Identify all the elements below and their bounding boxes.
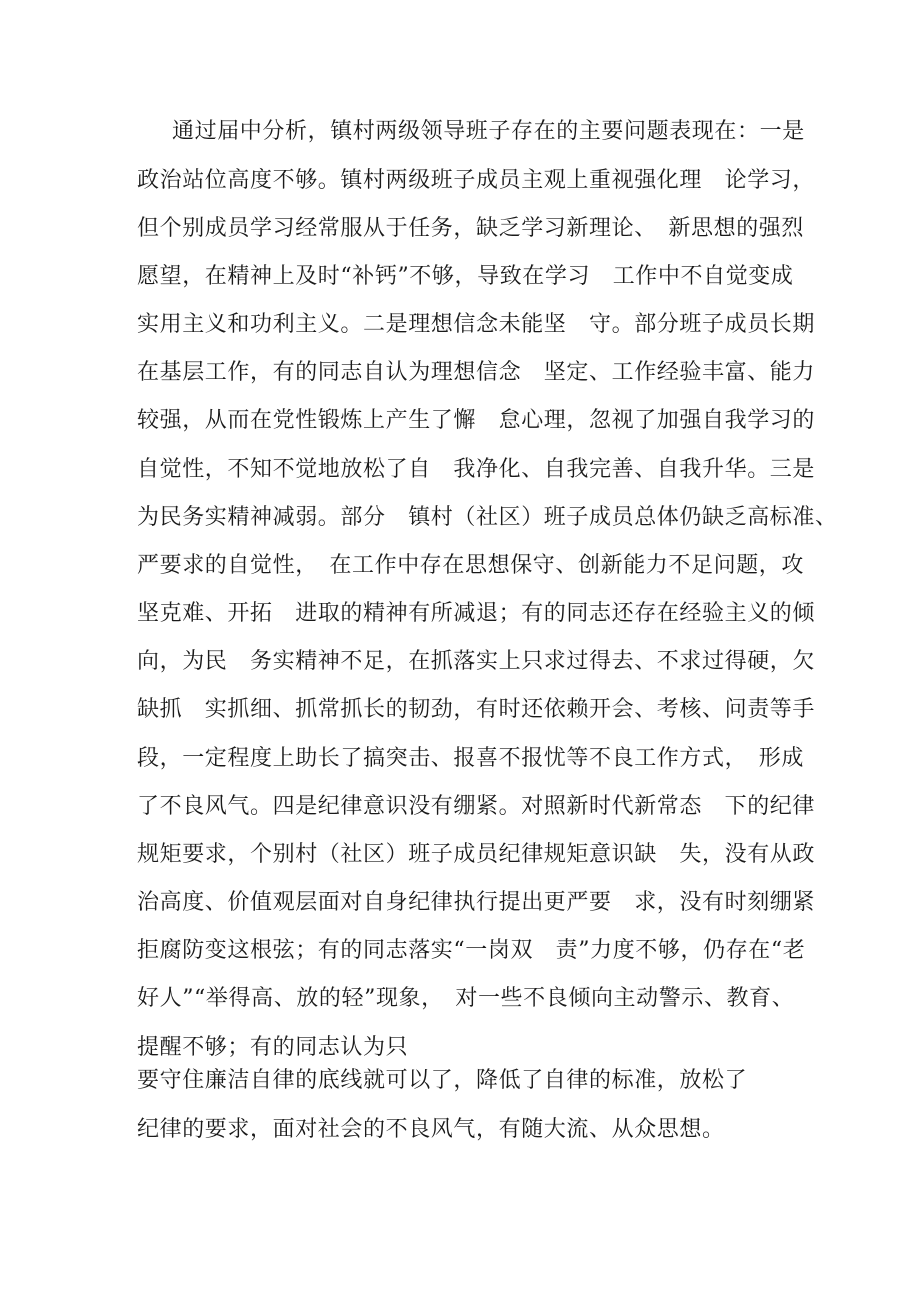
paragraph-line: 但个别成员学习经常服从于任务，缺乏学习新理论、 新思想的强烈: [137, 216, 805, 241]
paragraph-line: 拒腐防变这根弦；有的同志落实“一岗双 责”力度不够，仍存在“老: [137, 938, 806, 963]
paragraph-line: 通过届中分析，镇村两级领导班子存在的主要问题表现在：一是: [172, 119, 805, 144]
paragraph-line: 为民务实精神减弱。部分 镇村（社区）班子成员总体仍缺乏高标准、: [137, 505, 838, 530]
paragraph-line: 好人”“举得高、放的轻”现象， 对一些不良倾向主动警示、教育、: [137, 986, 795, 1011]
paragraph-line: 愿望，在精神上及时“补钙”不够，导致在学习 工作中不自觉变成: [137, 264, 794, 289]
paragraph-line: 向，为民 务实精神不足，在抓落实上只求过得去、不求过得硬，欠: [137, 649, 816, 674]
paragraph-line: 坚克难、开拓 进取的精神有所减退；有的同志还存在经验主义的倾: [137, 601, 816, 626]
paragraph-line: 严要求的自觉性， 在工作中存在思想保守、创新能力不足问题，攻: [137, 553, 805, 578]
paragraph-line: 缺抓 实抓细、抓常抓长的韧劲，有时还依赖开会、考核、问责等手: [137, 697, 816, 722]
paragraph-line: 了不良风气。四是纪律意识没有绷紧。对照新时代新常态 下的纪律: [137, 794, 816, 819]
paragraph-line: 政治站位高度不够。镇村两级班子成员主观上重视强化理 论学习，: [137, 168, 816, 193]
paragraph-line: 较强，从而在党性锻炼上产生了懈 怠心理，忽视了加强自我学习的: [137, 408, 816, 433]
paragraph-line: 纪律的要求，面对社会的不良风气，有随大流、从众思想。: [137, 1117, 725, 1142]
paragraph-line: 治高度、价值观层面对自身纪律执行提出更严要 求，没有时刻绷紧: [137, 890, 816, 915]
paragraph-line: 在基层工作，有的同志自认为理想信念 坚定、工作经验丰富、能力: [137, 360, 816, 385]
paragraph-line: 实用主义和功利主义。二是理想信念未能坚 守。部分班子成员长期: [137, 312, 816, 337]
paragraph-line: 要守住廉洁自律的底线就可以了，降低了自律的标准，放松了: [137, 1068, 748, 1093]
paragraph-line: 规矩要求，个别村（社区）班子成员纪律规矩意识缺 失，没有从政: [137, 842, 816, 867]
paragraph-line: 提醒不够；有的同志认为只: [137, 1035, 409, 1060]
paragraph-line: 段，一定程度上助长了搞突击、报喜不报忧等不良工作方式， 形成: [137, 746, 805, 771]
paragraph-line: 自觉性，不知不觉地放松了自 我净化、自我完善、自我升华。三是: [137, 457, 816, 482]
